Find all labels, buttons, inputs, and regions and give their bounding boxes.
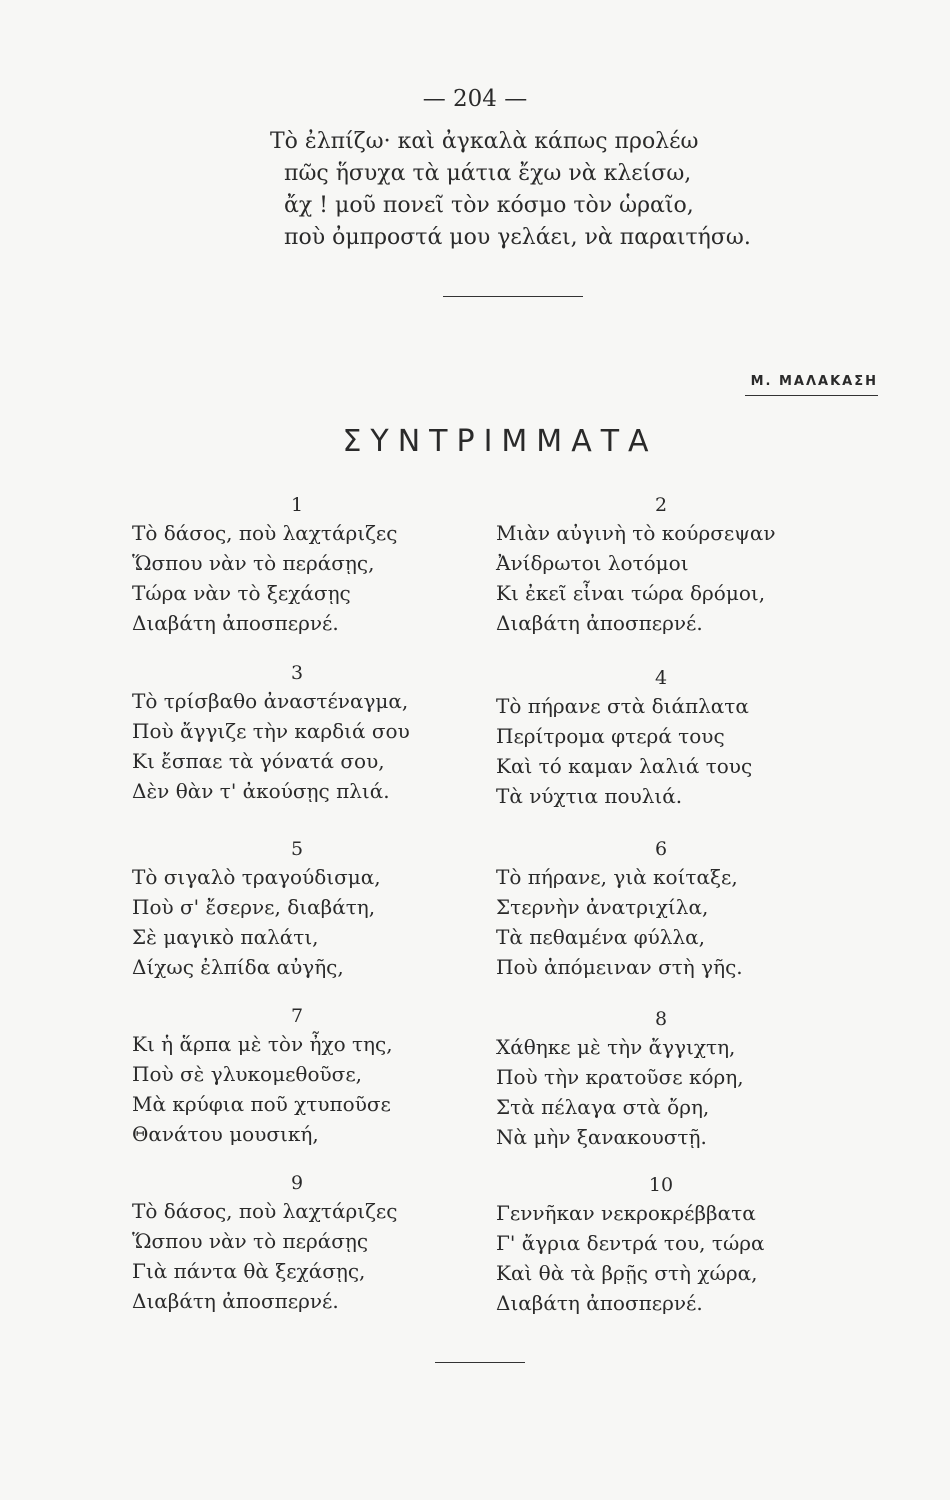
separator-rule xyxy=(443,296,583,297)
verse-line: Ἀνίδρωτοι λοτόμοι xyxy=(496,551,689,575)
verse-line: Ποὺ ἀπόμειναν στὴ γῆς. xyxy=(496,955,743,979)
stanza-5 xyxy=(132,836,462,982)
verse-line: Χάθηκε μὲ τὴν ἄγγιχτη, xyxy=(496,1035,736,1059)
poem-title: ΣΥΝΤΡΙΜΜΑΤΑ xyxy=(342,424,658,459)
intro-stanza xyxy=(270,126,751,254)
verse-line: Μιὰν αὐγινὴ τὸ κούρσεψαν xyxy=(496,521,776,545)
stanza-9 xyxy=(132,1170,462,1316)
verse-line: Διαβάτη ἀποσπερνέ. xyxy=(132,1289,339,1313)
stanza-number: 4 xyxy=(654,667,668,689)
verse-line: Κι ἡ ἅρπα μὲ τὸν ἦχο της, xyxy=(132,1032,393,1056)
stanza-4 xyxy=(496,665,826,811)
verse-line: Γιὰ πάντα θὰ ξεχάσῃς, xyxy=(132,1259,366,1283)
verse-line: Τὰ πεθαμένα φύλλα, xyxy=(496,925,706,949)
verse-line: Τὸ σιγαλὸ τραγούδισμα, xyxy=(132,865,381,889)
verse-line: Μὰ κρύφια ποῦ χτυποῦσε xyxy=(132,1092,391,1116)
stanza-number: 8 xyxy=(654,1008,668,1030)
stanza-number: 2 xyxy=(654,494,668,516)
verse-line: Καὶ τό καμαν λαλιά τους xyxy=(496,754,753,778)
verse-line: Περίτρομα φτερά τους xyxy=(496,724,725,748)
stanza-number: 1 xyxy=(290,494,304,516)
stanza-2 xyxy=(496,492,826,638)
stanza-number: 6 xyxy=(654,838,668,860)
verse-line: Τὸ τρίσβαθο ἀναστέναγμα, xyxy=(132,689,409,713)
verse-line: Διαβάτη ἀποσπερνέ. xyxy=(496,611,703,635)
end-rule xyxy=(435,1362,525,1363)
stanza-number: 7 xyxy=(290,1005,304,1027)
intro-line: ἄχ ! μοῦ πονεῖ τὸν κόσμο τὸν ὡραῖο, xyxy=(284,193,694,218)
verse-line: Στὰ πέλαγα στὰ ὄρη, xyxy=(496,1095,710,1119)
verse-line: Διαβάτη ἀποσπερνέ. xyxy=(496,1291,703,1315)
verse-line: Σὲ μαγικὸ παλάτι, xyxy=(132,925,319,949)
verse-line: Ποὺ σὲ γλυκομεθοῦσε, xyxy=(132,1062,363,1086)
verse-line: Νὰ μὴν ξανακουστῇ. xyxy=(496,1125,707,1149)
verse-line: Διαβάτη ἀποσπερνέ. xyxy=(132,611,339,635)
stanza-6 xyxy=(496,836,826,982)
stanza-7 xyxy=(132,1003,462,1149)
verse-line: Καὶ θὰ τὰ βρῇς στὴ χώρα, xyxy=(496,1261,758,1285)
stanza-number: 3 xyxy=(290,662,304,684)
verse-line: Ὥσπου νὰν τὸ περάσῃς xyxy=(132,1229,369,1253)
verse-line: Τὸ δάσος, ποὺ λαχτάριζες xyxy=(132,1199,398,1223)
verse-line: Ποὺ σ' ἔσερνε, διαβάτη, xyxy=(132,895,376,919)
verse-line: Θανάτου μουσική, xyxy=(132,1122,319,1146)
verse-line: Γ' ἄγρια δεντρά του, τώρα xyxy=(496,1231,765,1255)
author-name: Μ. ΜΑΛΑΚΑΣΗ xyxy=(750,374,878,389)
verse-line: Κι ἔσπαε τὰ γόνατά σου, xyxy=(132,749,385,773)
author-underline xyxy=(745,395,878,396)
stanza-1 xyxy=(132,492,462,638)
intro-line: πῶς ἥσυχα τὰ μάτια ἔχω νὰ κλείσω, xyxy=(284,161,692,186)
verse-line: Ὥσπου νὰν τὸ περάσῃς, xyxy=(132,551,375,575)
stanza-number: 5 xyxy=(290,838,304,860)
stanza-10 xyxy=(496,1172,826,1318)
verse-line: Κι ἐκεῖ εἶναι τώρα δρόμοι, xyxy=(496,581,766,605)
verse-line: Τώρα νὰν τὸ ξεχάσῃς xyxy=(132,581,351,605)
verse-line: Ποὺ τὴν κρατοῦσε κόρη, xyxy=(496,1065,744,1089)
verse-line: Τὸ πήρανε, γιὰ κοίταξε, xyxy=(496,865,738,889)
verse-line: Τὸ πήρανε στὰ διάπλατα xyxy=(496,694,749,718)
stanza-3 xyxy=(132,660,462,806)
verse-line: Δὲν θὰν τ' ἀκούσῃς πλιά. xyxy=(132,779,390,803)
verse-line: Τὰ νύχτια πουλιά. xyxy=(496,784,683,808)
stanza-number: 10 xyxy=(648,1174,674,1196)
intro-line: Τὸ ἐλπίζω· καὶ ἀγκαλὰ κάπως προλέω xyxy=(270,129,699,154)
verse-line: Γεννῆκαν νεκροκρέββατα xyxy=(496,1201,756,1225)
intro-line: ποὺ ὀμπροστά μου γελάει, νὰ παραιτήσω. xyxy=(284,225,751,250)
verse-line: Ποὺ ἄγγιζε τὴν καρδιά σου xyxy=(132,719,410,743)
page-number: — 204 — xyxy=(422,86,528,112)
verse-line: Τὸ δάσος, ποὺ λαχτάριζες xyxy=(132,521,398,545)
stanza-number: 9 xyxy=(290,1172,304,1194)
verse-line: Δίχως ἐλπίδα αὐγῆς, xyxy=(132,955,344,979)
verse-line: Στερνὴν ἀνατριχίλα, xyxy=(496,895,709,919)
stanza-8 xyxy=(496,1006,826,1152)
